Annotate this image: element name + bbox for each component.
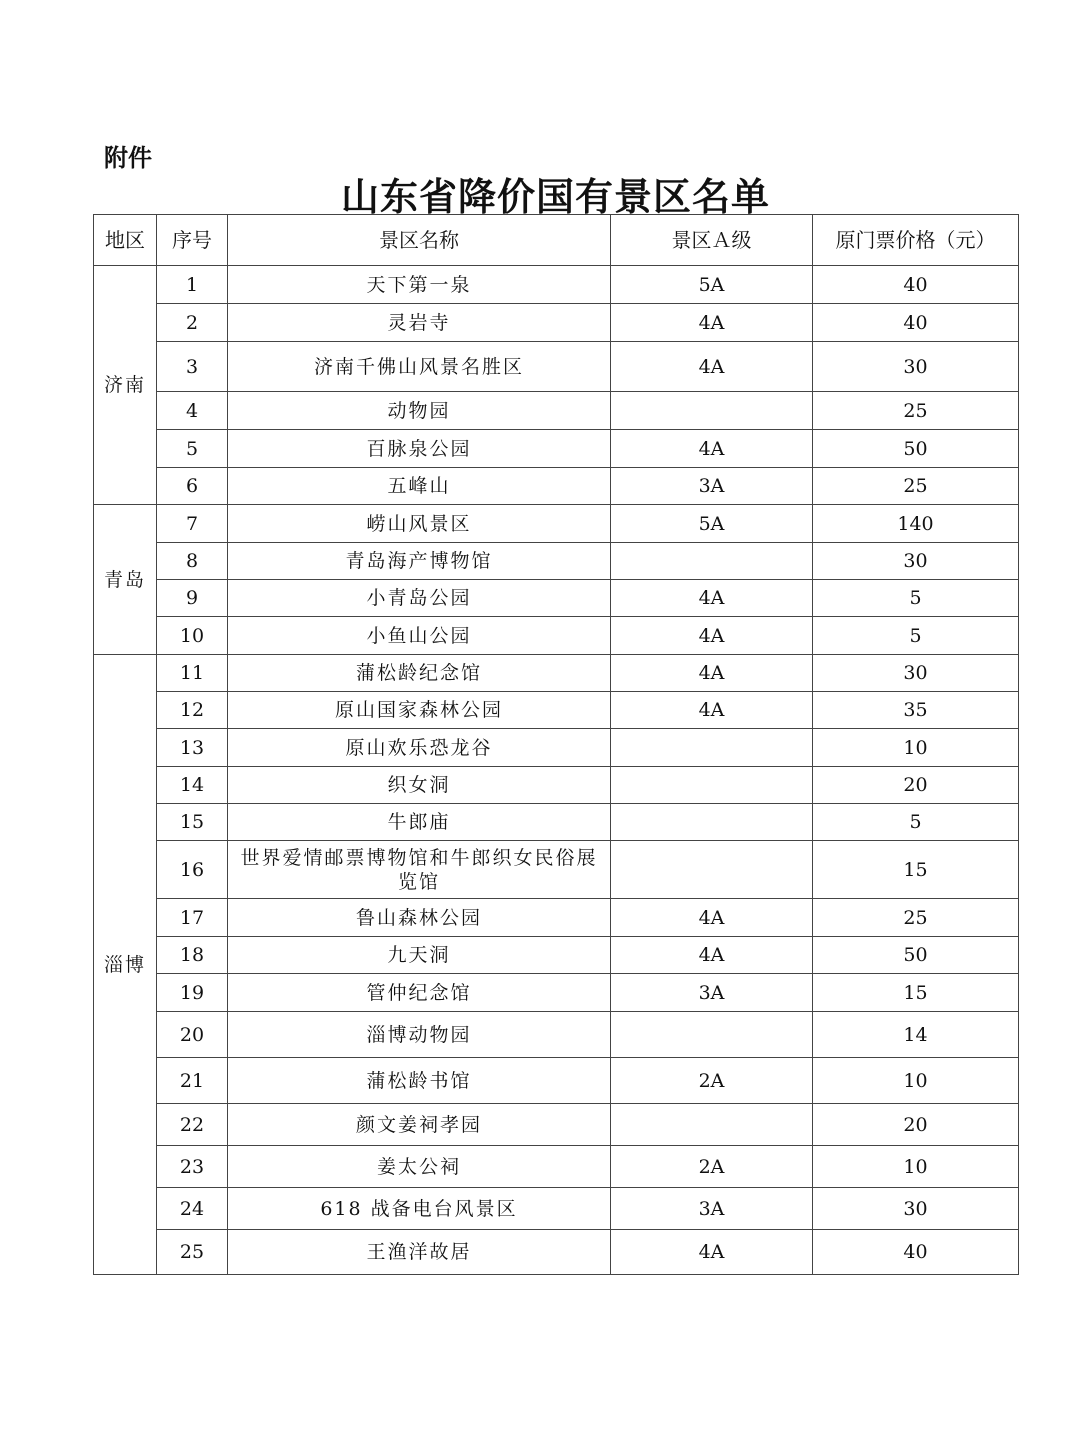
table-row xyxy=(94,468,1019,505)
number-cell: 15 xyxy=(157,804,228,841)
number-cell: 5 xyxy=(157,430,228,468)
name-cell: 青岛海产博物馆 xyxy=(228,543,611,580)
grade-cell: 4A xyxy=(611,899,813,937)
region-cell: 青岛 xyxy=(94,505,157,655)
price-cell: 20 xyxy=(813,1104,1019,1146)
name-cell: 蒲松龄书馆 xyxy=(228,1058,611,1104)
table-row xyxy=(94,841,1019,899)
number-cell: 9 xyxy=(157,580,228,617)
table-row xyxy=(94,1146,1019,1188)
grade-cell: 2A xyxy=(611,1146,813,1188)
name-cell: 鲁山森林公园 xyxy=(228,899,611,937)
price-cell: 5 xyxy=(813,804,1019,841)
price-cell: 20 xyxy=(813,767,1019,804)
scenic-area-table xyxy=(93,214,1019,1275)
price-cell: 14 xyxy=(813,1012,1019,1058)
price-cell: 40 xyxy=(813,1230,1019,1275)
price-cell: 50 xyxy=(813,937,1019,974)
price-cell: 40 xyxy=(813,266,1019,304)
number-cell: 10 xyxy=(157,617,228,655)
name-cell: 淄博动物园 xyxy=(228,1012,611,1058)
table-row xyxy=(94,729,1019,767)
name-cell: 织女洞 xyxy=(228,767,611,804)
table-row xyxy=(94,655,1019,692)
number-cell: 6 xyxy=(157,468,228,505)
table-row xyxy=(94,580,1019,617)
grade-cell: 4A xyxy=(611,692,813,729)
grade-cell xyxy=(611,1012,813,1058)
attachment-label: 附件 xyxy=(104,144,152,172)
price-cell: 30 xyxy=(813,543,1019,580)
price-cell: 30 xyxy=(813,655,1019,692)
grade-cell: 2A xyxy=(611,1058,813,1104)
number-cell: 20 xyxy=(157,1012,228,1058)
name-cell: 原山欢乐恐龙谷 xyxy=(228,729,611,767)
name-cell: 蒲松龄纪念馆 xyxy=(228,655,611,692)
header-number: 序号 xyxy=(157,215,228,266)
grade-cell: 3A xyxy=(611,1188,813,1230)
table-row xyxy=(94,505,1019,543)
name-cell: 天下第一泉 xyxy=(228,266,611,304)
table-row xyxy=(94,1104,1019,1146)
number-cell: 1 xyxy=(157,266,228,304)
name-cell: 原山国家森林公园 xyxy=(228,692,611,729)
price-cell: 10 xyxy=(813,1146,1019,1188)
region-cell: 济南 xyxy=(94,266,157,505)
grade-cell xyxy=(611,841,813,899)
price-cell: 25 xyxy=(813,468,1019,505)
grade-cell: 3A xyxy=(611,468,813,505)
number-cell: 4 xyxy=(157,392,228,430)
number-cell: 25 xyxy=(157,1230,228,1275)
grade-cell: 3A xyxy=(611,974,813,1012)
grade-cell: 4A xyxy=(611,342,813,392)
number-cell: 21 xyxy=(157,1058,228,1104)
table-row xyxy=(94,304,1019,342)
table-row xyxy=(94,1188,1019,1230)
header-name: 景区名称 xyxy=(228,215,611,266)
price-cell: 35 xyxy=(813,692,1019,729)
table-row xyxy=(94,430,1019,468)
grade-cell: 5A xyxy=(611,266,813,304)
grade-cell: 4A xyxy=(611,304,813,342)
name-cell: 姜太公祠 xyxy=(228,1146,611,1188)
table-row xyxy=(94,804,1019,841)
name-cell: 王渔洋故居 xyxy=(228,1230,611,1275)
number-cell: 14 xyxy=(157,767,228,804)
table-row xyxy=(94,543,1019,580)
grade-cell: 4A xyxy=(611,580,813,617)
grade-cell: 5A xyxy=(611,505,813,543)
header-grade: 景区Ａ级 xyxy=(611,215,813,266)
table-row xyxy=(94,692,1019,729)
grade-cell xyxy=(611,392,813,430)
name-cell: 小青岛公园 xyxy=(228,580,611,617)
table-row xyxy=(94,974,1019,1012)
region-cell: 淄博 xyxy=(94,655,157,1275)
name-cell: 618 战备电台风景区 xyxy=(228,1188,611,1230)
number-cell: 23 xyxy=(157,1146,228,1188)
price-cell: 30 xyxy=(813,342,1019,392)
table-row xyxy=(94,392,1019,430)
name-cell: 世界爱情邮票博物馆和牛郎织女民俗展览馆 xyxy=(228,841,611,899)
price-cell: 25 xyxy=(813,899,1019,937)
grade-cell xyxy=(611,804,813,841)
price-cell: 15 xyxy=(813,974,1019,1012)
grade-cell: 4A xyxy=(611,1230,813,1275)
price-cell: 50 xyxy=(813,430,1019,468)
name-cell: 颜文姜祠孝园 xyxy=(228,1104,611,1146)
number-cell: 3 xyxy=(157,342,228,392)
table-row xyxy=(94,937,1019,974)
number-cell: 19 xyxy=(157,974,228,1012)
number-cell: 18 xyxy=(157,937,228,974)
grade-cell xyxy=(611,767,813,804)
grade-cell xyxy=(611,543,813,580)
price-cell: 5 xyxy=(813,617,1019,655)
table-row xyxy=(94,266,1019,304)
price-cell: 10 xyxy=(813,1058,1019,1104)
name-cell: 管仲纪念馆 xyxy=(228,974,611,1012)
name-cell: 五峰山 xyxy=(228,468,611,505)
table-row xyxy=(94,342,1019,392)
table-row xyxy=(94,1230,1019,1275)
number-cell: 2 xyxy=(157,304,228,342)
grade-cell xyxy=(611,1104,813,1146)
price-cell: 5 xyxy=(813,580,1019,617)
price-cell: 15 xyxy=(813,841,1019,899)
header-region: 地区 xyxy=(94,215,157,266)
number-cell: 8 xyxy=(157,543,228,580)
number-cell: 16 xyxy=(157,841,228,899)
number-cell: 12 xyxy=(157,692,228,729)
name-cell: 牛郎庙 xyxy=(228,804,611,841)
grade-cell: 4A xyxy=(611,937,813,974)
table-header-row xyxy=(94,215,1019,266)
number-cell: 22 xyxy=(157,1104,228,1146)
table-row xyxy=(94,617,1019,655)
number-cell: 24 xyxy=(157,1188,228,1230)
table-row xyxy=(94,1058,1019,1104)
number-cell: 17 xyxy=(157,899,228,937)
grade-cell: 4A xyxy=(611,430,813,468)
number-cell: 13 xyxy=(157,729,228,767)
grade-cell: 4A xyxy=(611,617,813,655)
name-cell: 动物园 xyxy=(228,392,611,430)
grade-cell xyxy=(611,729,813,767)
number-cell: 11 xyxy=(157,655,228,692)
price-cell: 40 xyxy=(813,304,1019,342)
grade-cell: 4A xyxy=(611,655,813,692)
price-cell: 25 xyxy=(813,392,1019,430)
price-cell: 30 xyxy=(813,1188,1019,1230)
number-cell: 7 xyxy=(157,505,228,543)
name-cell: 小鱼山公园 xyxy=(228,617,611,655)
name-cell: 九天洞 xyxy=(228,937,611,974)
name-cell: 百脉泉公园 xyxy=(228,430,611,468)
price-cell: 140 xyxy=(813,505,1019,543)
name-cell: 济南千佛山风景名胜区 xyxy=(228,342,611,392)
table-row xyxy=(94,767,1019,804)
name-cell: 崂山风景区 xyxy=(228,505,611,543)
name-cell: 灵岩寺 xyxy=(228,304,611,342)
document-title: 山东省降价国有景区名单 xyxy=(340,174,770,219)
table-row xyxy=(94,1012,1019,1058)
price-cell: 10 xyxy=(813,729,1019,767)
table-row xyxy=(94,899,1019,937)
header-price: 原门票价格（元） xyxy=(813,215,1019,266)
